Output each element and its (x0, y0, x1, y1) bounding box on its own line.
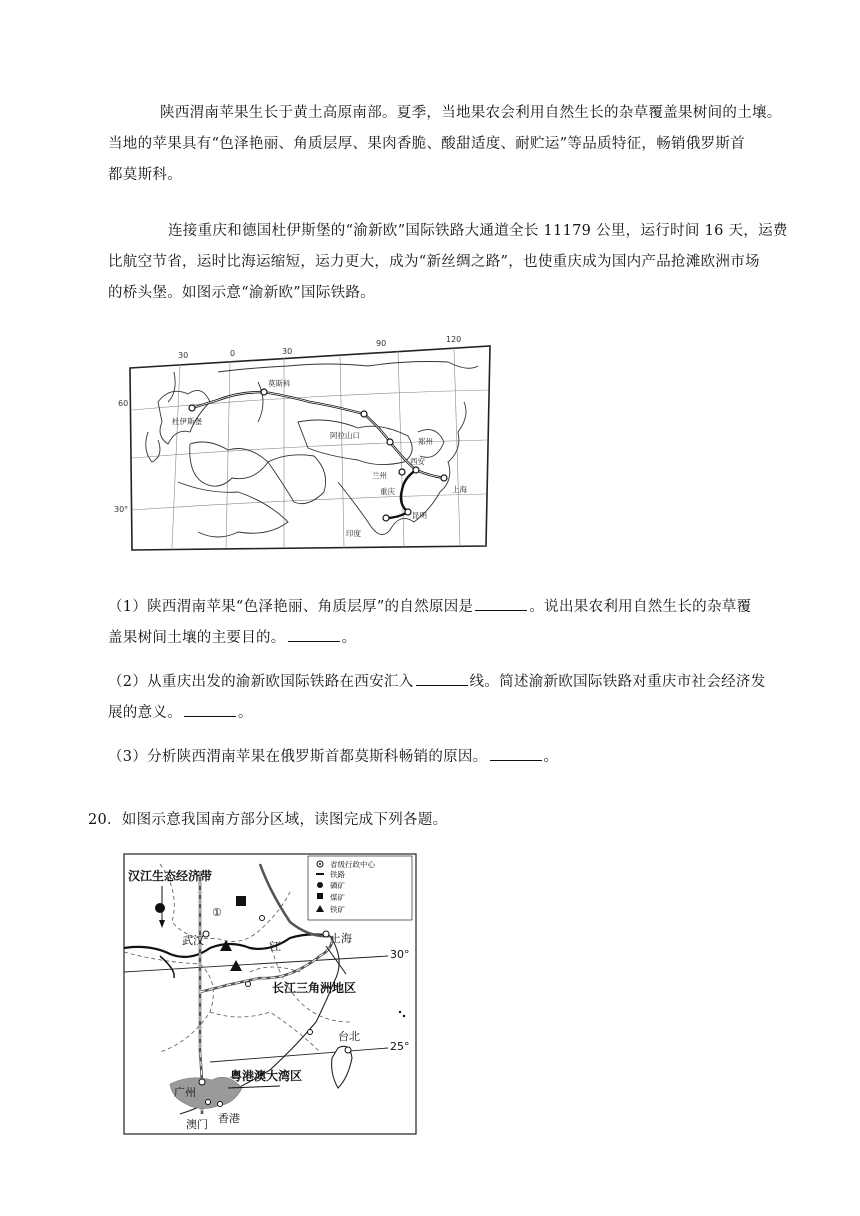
question-block (108, 592, 808, 773)
yuxinou-railway-map (114, 332, 498, 554)
lon-label: 120 (446, 335, 462, 344)
map-legend (308, 856, 412, 920)
place-label: 杜伊斯堡 (172, 417, 202, 426)
label-hanjiang-belt: 汉江生态经济带 (128, 869, 213, 883)
paragraph-railway (108, 216, 808, 309)
label-shanghai: 上海 (330, 932, 352, 945)
q2-text-c: 展的意义。 (108, 705, 182, 721)
place-label: 兰州 (372, 471, 387, 480)
south-china-map (120, 852, 420, 1138)
lat-label: 30° (114, 505, 129, 514)
para1-line3: 都莫斯科。 (108, 167, 182, 183)
para1-line2: 当地的苹果具有“色泽艳丽、角质层厚、果肉香脆、酸甜适度、耐贮运”等品质特征，畅销俄罗斯首 (108, 136, 746, 152)
label-greater-bay-area: 粤港澳大湾区 (230, 1069, 303, 1083)
label-region-1: ① (212, 906, 222, 919)
q3-text-b: 。 (543, 749, 559, 765)
para2-line1: 连接重庆和德国杜伊斯堡的“渝新欧”国际铁路大通道全长 11179 公里，运行时间 16 天，运费 (168, 223, 788, 239)
answer-blank[interactable] (490, 746, 542, 761)
phosphate-mine-icon (155, 903, 165, 913)
place-label: 印度 (346, 529, 361, 538)
label-macau: 澳门 (186, 1118, 208, 1131)
q3-text-a: （3）分析陕西渭南苹果在俄罗斯首都莫斯科畅销的原因。 (108, 749, 488, 765)
place-label: 阿拉山口 (330, 431, 360, 440)
label-taipei: 台北 (338, 1030, 360, 1043)
paragraph-apple (108, 98, 808, 191)
place-label: 昆明 (412, 511, 427, 520)
place-label: 上海 (452, 485, 467, 494)
lon-label: 30 (178, 351, 189, 360)
question-20-title: 20．如图示意我国南方部分区域，读图完成下列各题。 (88, 812, 448, 828)
answer-blank[interactable] (288, 627, 340, 642)
south-china-map-figure (120, 852, 420, 1138)
question-1-cont (108, 623, 808, 654)
legend-label: 省级行政中心 (330, 860, 375, 869)
legend-label: 磷矿 (330, 881, 345, 890)
lon-label: 30 (282, 347, 293, 356)
place-label: 郑州 (418, 437, 433, 446)
legend-label: 煤矿 (330, 893, 345, 902)
label-wuhan: 武汉 (182, 934, 204, 947)
lon-label: 0 (230, 349, 236, 358)
q2-text-a: （2）从重庆出发的渝新欧国际铁路在西安汇入 (108, 674, 414, 690)
para2-line3: 的桥头堡。如图示意“渝新欧”国际铁路。 (108, 285, 376, 301)
label-lat-30: 30° (390, 948, 410, 961)
para1-line1: 陕西渭南苹果生长于黄土高原南部。夏季，当地果农会利用自然生长的杂草覆盖果树间的土壤。 (160, 105, 782, 121)
question-3 (108, 742, 808, 773)
legend-label: 铁矿 (330, 905, 345, 914)
label-yangtze-delta: 长江三角洲地区 (272, 981, 357, 995)
q1-text-c: 盖果树间土壤的主要目的。 (108, 630, 286, 646)
yuxinou-map-figure (114, 332, 498, 554)
legend-label: 铁路 (330, 870, 345, 879)
lon-label: 90 (376, 339, 387, 348)
label-lat-25: 25° (390, 1040, 410, 1053)
q2-text-d: 。 (238, 705, 253, 721)
answer-blank[interactable] (184, 702, 236, 717)
answer-blank[interactable] (475, 596, 527, 611)
place-label: 重庆 (380, 487, 395, 496)
label-guangzhou: 广州 (174, 1086, 196, 1099)
para2-line2: 比航空节省，运时比海运缩短，运力更大，成为“新丝绸之路”，也使重庆成为国内产品抢滩欧洲市场 (108, 254, 760, 270)
place-label: 西安 (410, 457, 425, 466)
question-2-cont (108, 698, 808, 729)
lat-label: 60 (118, 399, 129, 408)
coal-mine-icon (236, 896, 246, 906)
label-hongkong: 香港 (218, 1112, 240, 1125)
q1-text-d: 。 (341, 630, 357, 646)
place-label: 莫斯科 (268, 379, 291, 388)
q2-text-b: 线。简述渝新欧国际铁路对重庆市社会经济发 (469, 674, 766, 690)
question-1 (108, 592, 808, 623)
question-2 (108, 667, 808, 698)
label-river: 江 (270, 940, 281, 953)
answer-blank[interactable] (416, 671, 468, 686)
q1-text-b: 。说出果农利用自然生长的杂草覆 (529, 599, 752, 615)
q1-text-a: （1）陕西渭南苹果“色泽艳丽、角质层厚”的自然原因是 (108, 599, 474, 615)
